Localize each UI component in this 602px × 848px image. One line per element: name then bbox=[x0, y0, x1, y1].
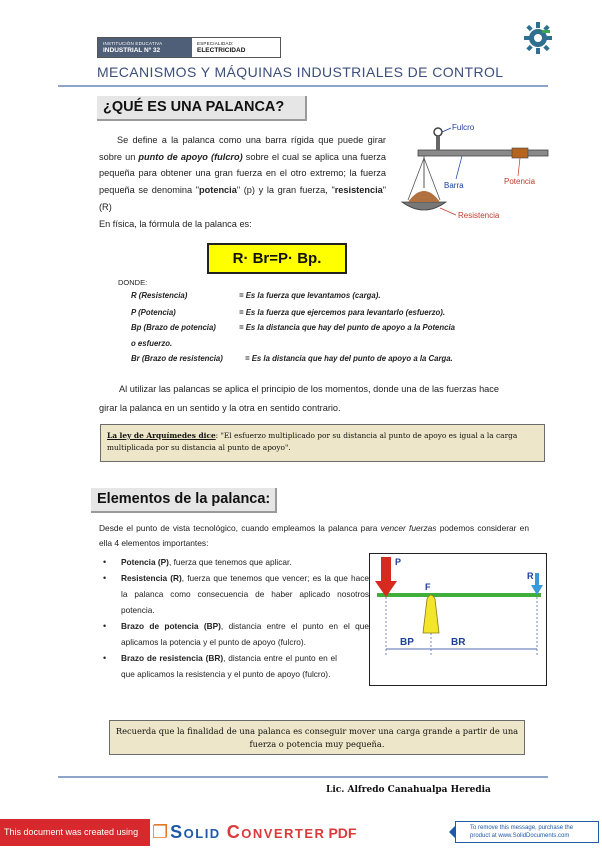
quote-text: : "El esfuerzo multiplicado por su distancia al punto de apoyo es igual a la carga multiplicada por su distancia al punto de apoyo". bbox=[107, 431, 518, 452]
definition-term: Bp (Brazo de potencia) bbox=[131, 323, 216, 332]
definition-desc: = Es la distancia que hay del punto de apoyo a la Potencia bbox=[239, 323, 455, 332]
item-text: , fuerza que tenemos que vencer; es la que hace la palanca como consecuencia de haber aplicado nosotros potencia. bbox=[121, 573, 369, 615]
gear-logo-icon bbox=[522, 20, 554, 56]
list-item bbox=[99, 570, 369, 618]
item-term: Brazo de potencia (BP) bbox=[121, 621, 221, 631]
moments-text: Al utilizar las palancas se aplica el principio de los momentos, donde una de las fuerzas hace girar la palanca en un sentido y la otra en sentido contrario. bbox=[99, 384, 499, 413]
purchase-link[interactable] bbox=[455, 821, 599, 843]
list-item bbox=[99, 618, 369, 650]
diagram-label-bp: BP bbox=[400, 637, 414, 648]
specialty-small: ESPECIALIDAD: bbox=[197, 40, 234, 46]
definition-term: Br (Brazo de resistencia) bbox=[131, 354, 223, 363]
item-text: , distancia entre el punto en el que aplicamos la potencia y el punto de apoyo (fulcro). bbox=[121, 621, 369, 647]
list-item bbox=[99, 554, 369, 570]
definition-row bbox=[131, 323, 455, 332]
formula-intro: En física, la fórmula de la palanca es: bbox=[99, 219, 252, 229]
figure-label-resistencia: Resistencia bbox=[458, 211, 500, 220]
institution-header bbox=[97, 37, 281, 58]
definition-desc: = Es la fuerza que ejercemos para levantarlo (esfuerzo). bbox=[239, 308, 446, 317]
section-heading-elementos: Elementos de la palanca: bbox=[91, 488, 277, 513]
bullet-icon: • bbox=[103, 573, 107, 583]
lever-formula: R· Br=P· Bp. bbox=[207, 243, 347, 274]
intro-text-e: " (p) y la gran fuerza, " bbox=[236, 185, 335, 196]
diagram-label-r: R bbox=[527, 571, 534, 581]
intro-text-c: sobre el cual se aplica una fuerza pequeña para obtener una gran fuerza en el otro extremo; la fuerza pequeña se denomina " bbox=[99, 151, 386, 196]
definition-term: P (Potencia) bbox=[131, 308, 176, 317]
list-item bbox=[99, 650, 369, 682]
item-term: Brazo de resistencia (BR) bbox=[121, 653, 224, 663]
converter-banner[interactable] bbox=[0, 817, 602, 848]
elements-list bbox=[99, 554, 369, 682]
definition-desc: = Es la fuerza que levantamos (carga). bbox=[239, 291, 381, 300]
banner-created-text: This document was created using bbox=[0, 819, 150, 846]
logo-solid: Solid bbox=[170, 822, 221, 842]
logo-converter: Converter bbox=[226, 822, 326, 842]
specialty-cell bbox=[192, 38, 280, 57]
intro-text-a: Se define a la palanca como una barra rígida que puede girar sobre un bbox=[99, 135, 386, 162]
purchase-text-1: To remove this message, purchase the bbox=[470, 825, 574, 831]
elements-intro bbox=[99, 521, 529, 551]
figure-label-potencia: Potencia bbox=[504, 177, 536, 186]
item-term: Resistencia (R) bbox=[121, 573, 182, 583]
elements-intro-c: podemos considerar en ella 4 elementos importantes: bbox=[99, 523, 529, 548]
diagram-label-f: F bbox=[425, 582, 431, 592]
moments-paragraph bbox=[99, 380, 499, 418]
specialty-name: ELECTRICIDAD bbox=[197, 46, 246, 54]
arrow-left-icon bbox=[449, 825, 456, 839]
archimedes-quote-box bbox=[100, 424, 545, 462]
item-text: , distancia entre el punto en el que aplicamos la resistencia y el punto de apoyo (fulcro). bbox=[121, 653, 337, 679]
definition-desc: = Es la distancia que hay del punto de apoyo a la Carga. bbox=[245, 354, 453, 363]
definition-term: R (Resistencia) bbox=[131, 291, 188, 300]
definition-row bbox=[131, 339, 172, 348]
title-divider bbox=[58, 85, 548, 87]
definition-term: o esfuerzo. bbox=[131, 339, 173, 348]
donde-label: DONDE: bbox=[118, 278, 148, 287]
intro-paragraph bbox=[99, 132, 386, 216]
elements-intro-a: Desde el punto de vista tecnológico, cuando empleamos la palanca para bbox=[99, 523, 381, 533]
diagram-label-br: BR bbox=[451, 637, 466, 648]
elements-intro-b: vencer fuerzas bbox=[380, 523, 437, 533]
quote-label: La ley de Arquímedes dice bbox=[107, 431, 216, 440]
bullet-icon: • bbox=[103, 557, 107, 567]
section-heading-palanca: ¿QUÉ ES UNA PALANCA? bbox=[97, 96, 307, 121]
reminder-box: Recuerda que la finalidad de una palanca es conseguir mover una carga grande a partir de una fuerza o potencia muy pequeña. bbox=[109, 720, 525, 755]
figure-label-barra: Barra bbox=[444, 181, 464, 190]
definition-row bbox=[131, 354, 453, 363]
logo-mark-icon: ❐ bbox=[152, 822, 169, 842]
institution-name: INDUSTRIAL Nº 32 bbox=[103, 46, 161, 54]
bullet-icon: • bbox=[103, 621, 107, 631]
definition-row bbox=[131, 308, 445, 317]
solid-converter-logo[interactable] bbox=[152, 819, 356, 846]
page-title: MECANISMOS Y MÁQUINAS INDUSTRIALES DE CONTROL bbox=[97, 64, 504, 80]
intro-potencia-term: potencia bbox=[199, 185, 237, 196]
intro-fulcro-term: punto de apoyo (fulcro) bbox=[138, 151, 243, 162]
logo-pdf: PDF bbox=[328, 824, 357, 841]
bullet-icon: • bbox=[103, 653, 107, 663]
item-text: , fuerza que tenemos que aplicar. bbox=[168, 557, 292, 567]
lever-scale-figure bbox=[400, 118, 560, 228]
definition-row bbox=[131, 291, 380, 300]
lever-elements-diagram bbox=[369, 553, 547, 686]
author-name: Lic. Alfredo Canahualpa Heredia bbox=[326, 785, 491, 795]
intro-resistencia-term: resistencia bbox=[334, 185, 383, 196]
footer-divider bbox=[58, 776, 548, 778]
institution-cell bbox=[98, 38, 192, 57]
intro-text-g: " (R) bbox=[99, 185, 386, 212]
item-term: Potencia (P) bbox=[121, 557, 169, 567]
figure-label-fulcro: Fulcro bbox=[452, 123, 475, 132]
purchase-text-2: product at www.SolidDocuments.com bbox=[470, 833, 570, 839]
diagram-label-p: P bbox=[395, 557, 402, 567]
institution-small: INSTITUCIÓN EDUCATIVA bbox=[103, 40, 163, 46]
